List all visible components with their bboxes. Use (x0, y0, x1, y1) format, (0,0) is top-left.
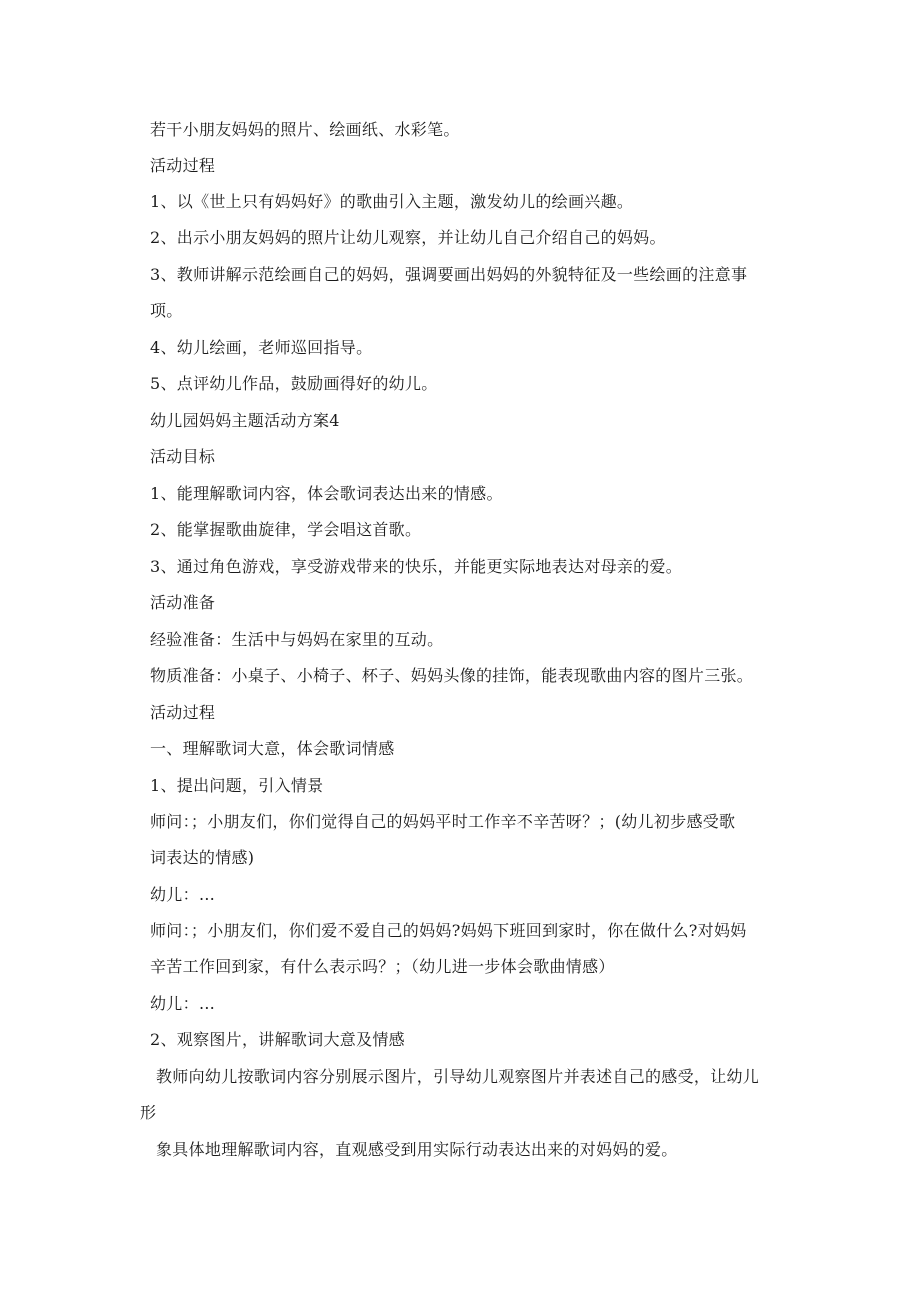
text-line: 形 (140, 1103, 157, 1122)
text-line: 4、幼儿绘画，老师巡回指导。 (150, 338, 373, 357)
text-line: 2、出示小朋友妈妈的照片让幼儿观察，并让幼儿自己介绍自己的妈妈。 (150, 228, 666, 247)
text-line: 若干小朋友妈妈的照片、绘画纸、水彩笔。 (150, 120, 460, 139)
text-line: 词表达的情感) (150, 848, 255, 867)
text-line: 幼儿：… (150, 994, 216, 1013)
section-heading: 活动准备 (150, 593, 216, 612)
text-line: 物质准备：小桌子、小椅子、杯子、妈妈头像的挂饰，能表现歌曲内容的图片三张。 (150, 666, 754, 685)
text-line: 3、通过角色游戏，享受游戏带来的快乐，并能更实际地表达对母亲的爱。 (150, 557, 683, 576)
section-title: 幼儿园妈妈主题活动方案4 (150, 411, 340, 430)
text-line: 1、能理解歌词内容，体会歌词表达出来的情感。 (150, 484, 503, 503)
text-line: 幼儿：… (150, 885, 216, 904)
text-line: 5、点评幼儿作品，鼓励画得好的幼儿。 (150, 374, 438, 393)
text-line: 师问：；小朋友们，你们爱不爱自己的妈妈?妈妈下班回到家时，你在做什么?对妈妈 (150, 921, 747, 940)
text-line: 象具体地理解歌词内容，直观感受到用实际行动表达出来的对妈妈的爱。 (156, 1140, 678, 1159)
text-line: 1、提出问题，引入情景 (150, 776, 324, 795)
section-heading: 活动过程 (150, 703, 216, 722)
text-line: 2、能掌握歌曲旋律，学会唱这首歌。 (150, 520, 422, 539)
text-line: 经验准备：生活中与妈妈在家里的互动。 (150, 630, 444, 649)
section-heading: 活动目标 (150, 447, 216, 466)
section-heading: 活动过程 (150, 156, 216, 175)
text-line: 3、教师讲解示范绘画自己的妈妈，强调要画出妈妈的外貌特征及一些绘画的注意事 (150, 265, 748, 284)
text-line: 1、以《世上只有妈妈好》的歌曲引入主题，激发幼儿的绘画兴趣。 (150, 192, 634, 211)
text-line: 师问：；小朋友们，你们觉得自己的妈妈平时工作辛不辛苦呀？；(幼儿初步感受歌 (150, 812, 736, 831)
text-line: 2、观察图片，讲解歌词大意及情感 (150, 1030, 405, 1049)
text-line: 辛苦工作回到家，有什么表示吗？；（幼儿进一步体会歌曲情感） (150, 957, 615, 976)
text-line: 一、理解歌词大意，体会歌词情感 (150, 739, 395, 758)
text-line: 项。 (150, 301, 183, 320)
text-line: 教师向幼儿按歌词内容分别展示图片，引导幼儿观察图片并表述自己的感受，让幼儿 (156, 1067, 760, 1086)
